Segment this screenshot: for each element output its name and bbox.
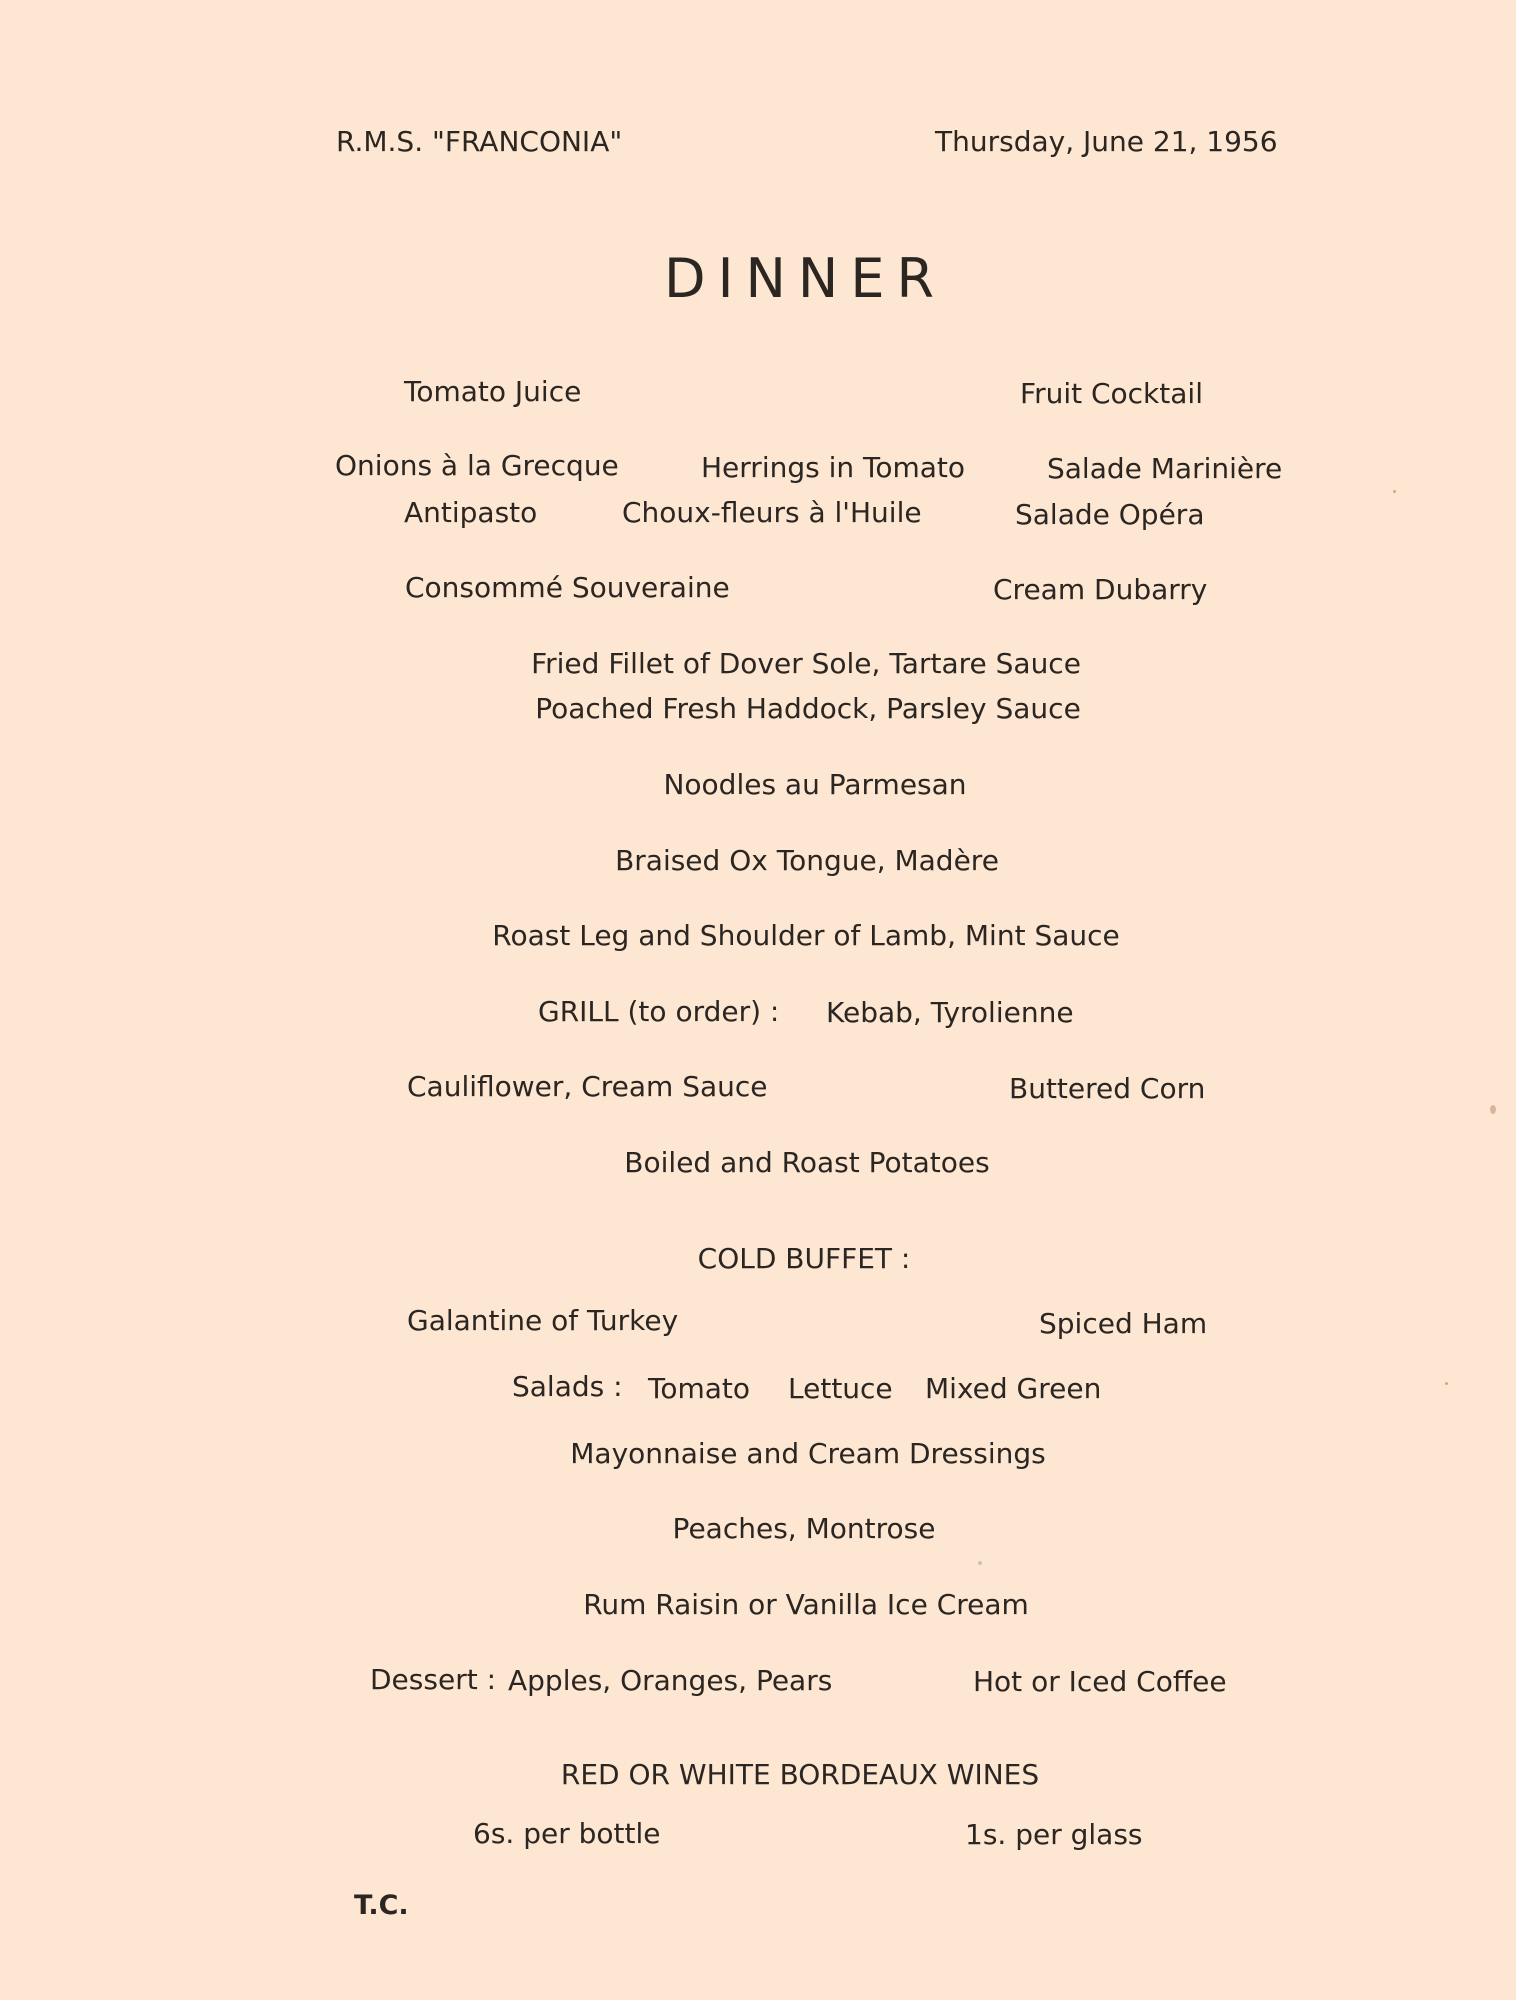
menu-item-kebab: Kebab, Tyrolienne xyxy=(826,996,1074,1029)
menu-item-choux-fleurs: Choux-fleurs à l'Huile xyxy=(622,496,922,529)
menu-item-galantine-turkey: Galantine of Turkey xyxy=(407,1304,679,1337)
menu-item-fruit-cocktail: Fruit Cocktail xyxy=(1020,377,1203,410)
menu-item-consomme: Consommé Souveraine xyxy=(405,571,730,604)
menu-item-cream-dubarry: Cream Dubarry xyxy=(993,573,1208,606)
ship-name: R.M.S. "FRANCONIA" xyxy=(336,125,623,158)
salads-label: Salads : xyxy=(512,1370,623,1403)
wines-heading: RED OR WHITE BORDEAUX WINES xyxy=(560,1758,1040,1791)
menu-item-salade-mariniere: Salade Marinière xyxy=(1047,452,1283,485)
page-title: DINNER xyxy=(664,247,946,310)
menu-item-tomato-juice: Tomato Juice xyxy=(404,375,582,408)
menu-item-noodles: Noodles au Parmesan xyxy=(663,768,967,801)
dessert-label: Dessert : xyxy=(370,1663,497,1696)
menu-item-dover-sole: Fried Fillet of Dover Sole, Tartare Sauce xyxy=(531,647,1081,680)
menu-item-antipasto: Antipasto xyxy=(404,496,538,529)
wine-bottle-price: 6s. per bottle xyxy=(473,1817,661,1850)
paper-speck xyxy=(1445,1382,1448,1385)
menu-item-potatoes: Boiled and Roast Potatoes xyxy=(624,1146,990,1179)
menu-item-salad-lettuce: Lettuce xyxy=(788,1372,893,1405)
wine-glass-price: 1s. per glass xyxy=(965,1818,1143,1851)
menu-item-salad-tomato: Tomato xyxy=(648,1372,751,1405)
menu-item-coffee: Hot or Iced Coffee xyxy=(973,1665,1227,1698)
cold-buffet-heading: COLD BUFFET : xyxy=(697,1242,911,1275)
paper-speck xyxy=(978,1561,982,1565)
menu-item-herrings: Herrings in Tomato xyxy=(701,451,966,484)
footer-initials: T.C. xyxy=(354,1890,409,1921)
menu-item-ice-cream: Rum Raisin or Vanilla Ice Cream xyxy=(583,1588,1029,1621)
menu-item-fruits: Apples, Oranges, Pears xyxy=(508,1664,833,1697)
menu-item-spiced-ham: Spiced Ham xyxy=(1039,1307,1208,1340)
menu-item-salade-opera: Salade Opéra xyxy=(1015,498,1205,531)
menu-item-lamb: Roast Leg and Shoulder of Lamb, Mint Sauce xyxy=(492,919,1120,952)
menu-item-onions-grecque: Onions à la Grecque xyxy=(335,449,619,482)
menu-item-ox-tongue: Braised Ox Tongue, Madère xyxy=(615,844,999,877)
menu-item-salad-mixed-green: Mixed Green xyxy=(925,1372,1102,1405)
menu-date: Thursday, June 21, 1956 xyxy=(935,125,1278,158)
menu-item-haddock: Poached Fresh Haddock, Parsley Sauce xyxy=(535,692,1081,725)
menu-item-dressings: Mayonnaise and Cream Dressings xyxy=(570,1437,1046,1470)
menu-item-buttered-corn: Buttered Corn xyxy=(1009,1072,1206,1105)
menu-item-cauliflower: Cauliflower, Cream Sauce xyxy=(407,1070,768,1103)
paper-stain xyxy=(1490,1105,1496,1114)
menu-item-peaches-montrose: Peaches, Montrose xyxy=(672,1512,936,1545)
grill-label: GRILL (to order) : xyxy=(538,995,780,1028)
paper-speck xyxy=(1393,490,1396,493)
